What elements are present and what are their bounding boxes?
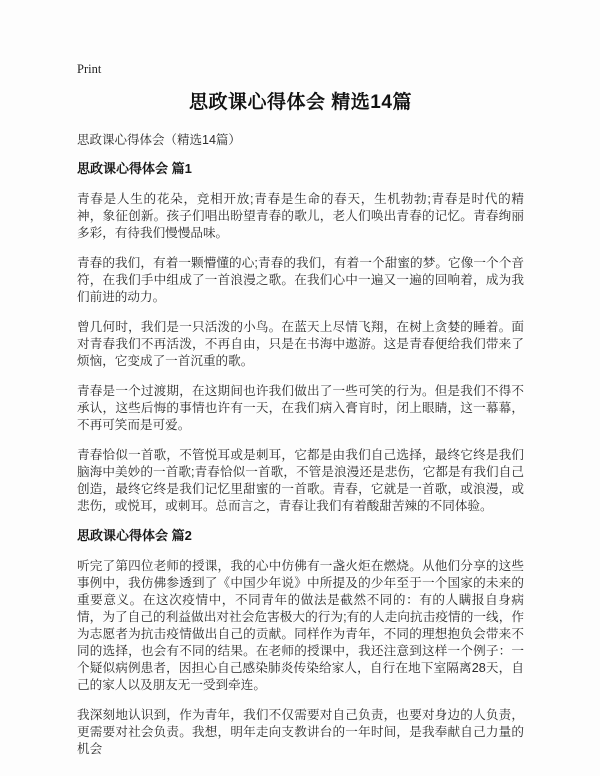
paragraph: 青春是一个过渡期，在这期间也许我们做出了一些可笑的行为。但是我们不得不承认，这些后悔的事情也许有一天，在我们病入膏肓时，闭上眼睛，这一幕幕，不再可笑而是可爱。 [77,383,524,432]
paragraph: 曾几何时，我们是一只活泼的小鸟。在蓝天上尽情飞翔，在树上贪婪的睡着。面对青春我们不再活泼，不再自由，只是在书海中遨游。这是青春便给我们带来了烦恼，它变成了一首沉重的歌。 [77,319,524,368]
paragraph: 青春是人生的花朵，竞相开放;青春是生命的春天，生机勃勃;青春是时代的精神，象征创新。孩子们唱出盼望青春的歌儿，老人们唤出青春的记忆。青春绚丽多彩，有待我们慢慢品味。 [77,191,524,240]
paragraph: 听完了第四位老师的授课，我的心中仿佛有一盏火炬在燃烧。从他们分享的这些事例中，我仿佛参透到了《中国少年说》中所提及的少年至于一个国家的未来的重要意义。在这次疫情中，不同青年的做法是截然不同的：有的人瞒报自身病情，为了自己的利益做出对社会危害极大的行为;有的人走向抗击疫情的一线，作为志愿者为抗击疫情做出自己的贡献。同样作为青年，不同的理想抱负会带来不同的选择，也会有不同的结果。在老师的授课中，我还注意到这样一个例子：一个疑似病例患者，因担心自己感染肺炎传染给家人，自行在地下室隔离28天，自己的家人以及朋友无一受到牵连。 [77,558,524,692]
paragraph: 青春的我们，有着一颗懵懂的心;青春的我们，有着一个甜蜜的梦。它像一个个音符，在我们手中组成了一首浪漫之歌。在我们心中一遍又一遍的回响着，成为我们前进的动力。 [77,255,524,304]
section-heading-2: 思政课心得体会 篇2 [77,527,192,543]
print-link[interactable]: Print [77,62,102,76]
section-heading-1: 思政课心得体会 篇1 [77,161,192,176]
page-title: 思政课心得体会 精选14篇 [189,92,412,113]
paragraph: 我深刻地认识到，作为青年，我们不仅需要对自己负责，也要对身边的人负责，更需要对社会负责。我想，明年走向支教讲台的一年时间，是我奉献自己力量的机会 [77,707,524,756]
doc-subtitle: 思政课心得体会（精选14篇） [77,132,241,147]
paragraph: 青春恰似一首歌，不管悦耳或是刺耳，它都是由我们自己选择，最终它终是我们脑海中美妙的一首歌;青春恰似一首歌，不管是浪漫还是悲伤，它都是有我们自己创造，最终它终是我们记忆里甜蜜的一首歌。青春，它就是一首歌，或浪漫，或悲伤，或悦耳，或刺耳。总而言之，青春让我们有着酸甜苦辣的不同体验。 [77,447,524,513]
